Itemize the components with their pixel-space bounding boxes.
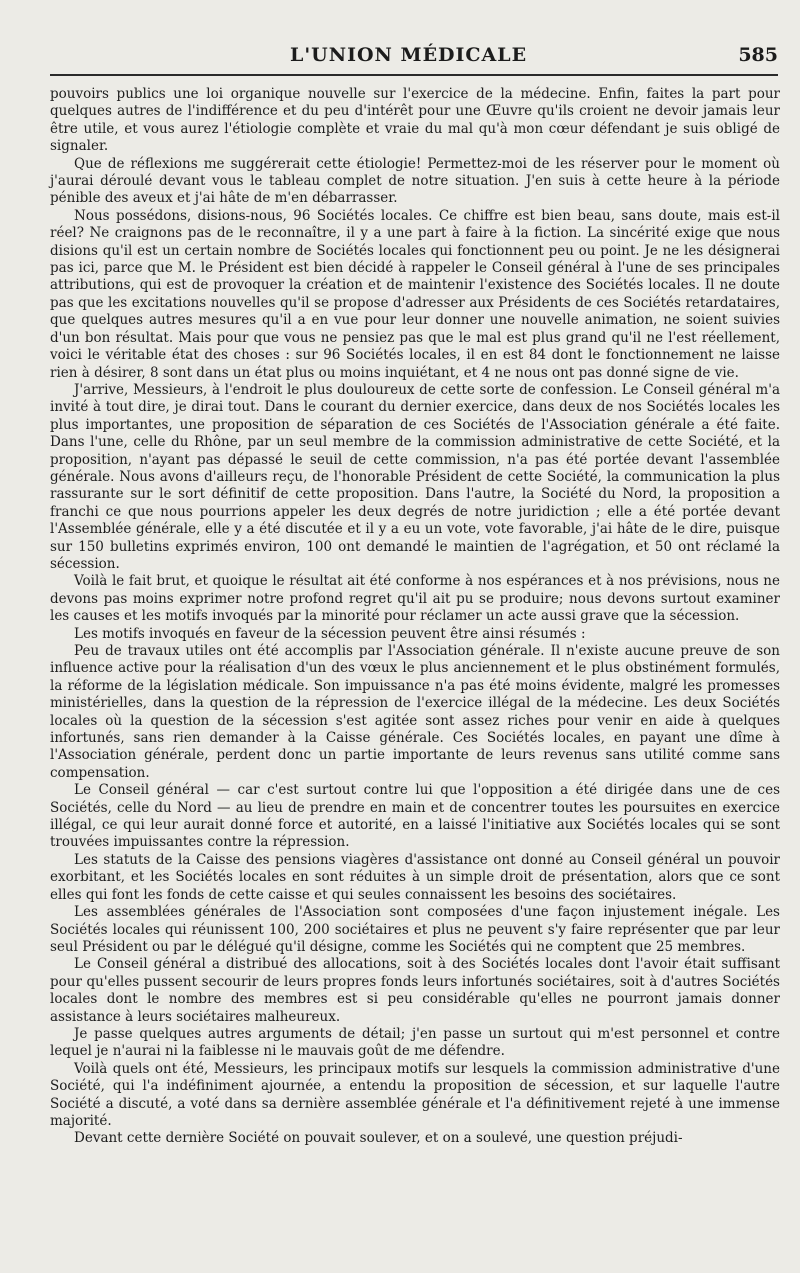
- paragraph: Les statuts de la Caisse des pensions viagères d'assistance ont donné au Conseil général un pouvoir exorbitant, et les Sociétés locales en sont réduites à un simple droit de présentation, alors que ce sont elles qui font les fonds de cette caisse et qui seules connaissent les besoins des sociétaires.: [50, 851, 780, 903]
- paragraph: Voilà le fait brut, et quoique le résultat ait été conforme à nos espérances et à nos prévisions, nous ne devons pas moins exprimer notre profond regret qu'il ait pu se produire; nous devons surtout examiner les causes et les motifs invoqués par la minorité pour réclamer un acte aussi grave que la sécession.: [50, 573, 780, 625]
- journal-title: L'UNION MÉDICALE: [290, 44, 528, 66]
- paragraph: J'arrive, Messieurs, à l'endroit le plus douloureux de cette sorte de confession. Le Conseil général m'a invité à tout dire, je dirai tout. Dans le courant du dernier exercice, dans deux de nos Sociétés locales les plus importantes, une proposition de séparation de ces Sociétés de l'Association générale a été faite. Dans l'une, celle du Rhône, par un seul membre de la commission administrative de cette Société, et la proposition, n'ayant pas dépassé le seuil de cette commission, n'a pas été portée devant l'assemblée générale. Nous avons d'ailleurs reçu, de l'honorable Président de cette Société, la communication la plus rassurante sur le sort définitif de cette proposition. Dans l'autre, la Société du Nord, la proposition a franchi ce que nous pourrions appeler les deux degrés de notre juridiction ; elle a été portée devant l'Assemblée générale, elle y a été discutée et il y a eu un vote, vote favorable, j'ai hâte de le dire, puisque sur 150 bulletins exprimés environ, 100 ont demandé le maintien de l'agrégation, et 50 ont réclamé la sécession.: [50, 381, 780, 572]
- paragraph: Je passe quelques autres arguments de détail; j'en passe un surtout qui m'est personnel et contre lequel je n'aurai ni la faiblesse ni le mauvais goût de me défendre.: [50, 1025, 780, 1060]
- paragraph: Les motifs invoqués en faveur de la sécession peuvent être ainsi résumés :: [74, 625, 586, 642]
- paragraph: Que de réflexions me suggérerait cette étiologie! Permettez-moi de les réserver pour le moment où j'aurai déroulé devant vous le tableau complet de notre situation. J'en suis à cette heure à la période pénible des aveux et j'ai hâte de m'en débarrasser.: [50, 155, 780, 207]
- running-header: [50, 40, 778, 76]
- paragraph: Nous possédons, disions-nous, 96 Sociétés locales. Ce chiffre est bien beau, sans doute, mais est-il réel? Ne craignons pas de le reconnaître, il y a une part à faire à la fiction. La sincérité exige que nous disions qu'il est un certain nombre de Sociétés locales qui fonctionnent peu ou point. Je ne les désignerai pas ici, parce que M. le Président est bien décidé à rappeler le Conseil général à l'une de ses principales attributions, qui est de provoquer la création et de maintenir l'existence des Sociétés locales. Il ne doute pas que les excitations nouvelles qu'il se propose d'adresser aux Présidents de ces Sociétés retardataires, que quelques autres mesures qu'il a en vue pour leur donner une nouvelle animation, ne soient suivies d'un bon résultat. Mais pour que vous ne pensiez pas que le mal est plus grand qu'il ne l'est réellement, voici le véritable état des choses : sur 96 Sociétés locales, il en est 84 dont le fonctionnement ne laisse rien à désirer, 8 sont dans un état plus ou moins inquiétant, et 4 ne nous ont pas donné signe de vie.: [50, 207, 780, 381]
- page-number: 585: [738, 44, 778, 66]
- article-body: [50, 86, 780, 1148]
- paragraph: Voilà quels ont été, Messieurs, les principaux motifs sur lesquels la commission administrative d'une Société, qui l'a indéfiniment ajournée, a entendu la proposition de sécession, et sur laquelle l'autre Société a discuté, a voté dans sa dernière assemblée générale et l'a définitivement rejeté à une immense majorité.: [50, 1060, 780, 1129]
- paragraph: pouvoirs publics une loi organique nouvelle sur l'exercice de la médecine. Enfin, faites la part pour quelques autres de l'indifférence et du peu d'intérêt pour une Œuvre qu'ils croient ne devoir jamais leur être utile, et vous aurez l'étiologie complète et vraie du mal qu'à mon cœur défendant je suis obligé de signaler.: [50, 86, 780, 155]
- paragraph: Les assemblées générales de l'Association sont composées d'une façon injustement inégale. Les Sociétés locales qui réunissent 100, 200 sociétaires et plus ne peuvent s'y faire représenter que par leur seul Président ou par le délégué qu'il désigne, comme les Sociétés qui ne comptent que 25 membres.: [50, 904, 780, 955]
- paragraph: Le Conseil général — car c'est surtout contre lui que l'opposition a été dirigée dans une de ces Sociétés, celle du Nord — au lieu de prendre en main et de concentrer toutes les poursuites en exercice illégal, ce qui leur aurait donné force et autorité, en a laissé l'initiative aux Sociétés locales qui se sont trouvées impuissantes contre la répression.: [50, 782, 780, 851]
- paragraph: Peu de travaux utiles ont été accomplis par l'Association générale. Il n'existe aucune preuve de son influence active pour la réalisation d'un des vœux le plus anciennement et le plus obstinément formulés, la réforme de la législation médicale. Son impuissance n'a pas été moins évidente, malgré les promesses ministérielles, dans la question de la répression de l'exercice illégal de la médecine. Les deux Sociétés locales où la question de la sécession s'est agitée sont assez riches pour venir en aide à quelques infortunés, sans rien demander à la Caisse générale. Ces Sociétés locales, en payant une dîme à l'Association générale, perdent donc un partie importante de leurs revenus sans utilité comme sans compensation.: [50, 643, 780, 781]
- paragraph: Devant cette dernière Société on pouvait soulever, et on a soulevé, une question préjudi-: [74, 1130, 683, 1147]
- paragraph: Le Conseil général a distribué des allocations, soit à des Sociétés locales dont l'avoir était suffisant pour qu'elles pussent secourir de leurs propres fonds leurs infortunés sociétaires, soit à d'autres Sociétés locales dont le nombre des membres est si peu considérable qu'elles ne pourront jamais donner assistance à leurs sociétaires malheureux.: [50, 956, 780, 1025]
